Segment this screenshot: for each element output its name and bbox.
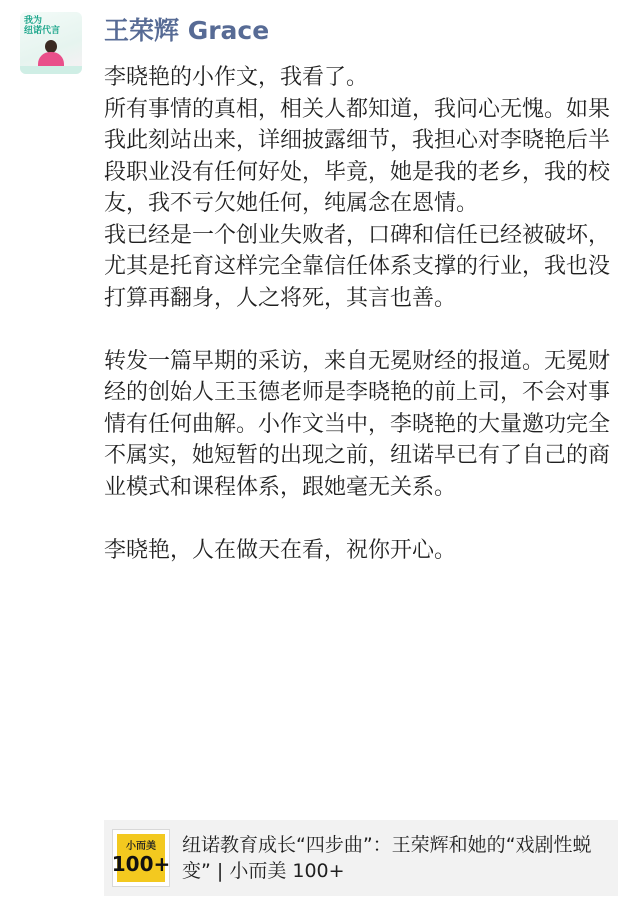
avatar-brand-text: 我为 纽诺代言 xyxy=(24,16,61,36)
post-blank-line xyxy=(104,314,624,346)
article-thumbnail xyxy=(112,829,170,887)
post-author-name[interactable]: 王荣辉 Grace xyxy=(104,16,270,45)
thumbnail-label: 小而美 xyxy=(126,841,156,852)
article-title: 纽诺教育成长“四步曲”：王荣辉和她的“戏剧性蜕变” | 小而美 100+ xyxy=(182,834,592,882)
post-paragraph: 李晓艳，人在做天在看，祝你开心。 xyxy=(104,537,457,563)
post-paragraph: 转发一篇早期的采访，来自无冕财经的报道。无冕财经的创始人王玉德老师是李晓艳的前上司，不会对事情有任何曲解。小作文当中，李晓艳的大量邀功完全不属实，她短暂的出现之前，纽诺早已有了自己的商业模式和课程体系，跟她毫无关系。 xyxy=(104,348,611,500)
post-paragraph: 李晓艳的小作文，我看了。 xyxy=(104,65,369,90)
thumbnail-number: 100+ xyxy=(111,852,171,876)
post-paragraph: 所有事情的真相，相关人都知道，我问心无愧。如果我此刻站出来，详细披露细节，我担心对李晓艳后半段职业没有任何好处，毕竟，她是我的老乡，我的校友，我不亏欠她任何，纯属念在恩情。 xyxy=(104,96,611,216)
avatar-base-stripe xyxy=(20,66,82,74)
article-thumbnail-badge xyxy=(111,834,171,882)
avatar[interactable] xyxy=(20,12,82,74)
post-body xyxy=(104,62,624,566)
post-blank-line xyxy=(104,503,624,535)
shared-article-card[interactable] xyxy=(104,820,618,896)
post-paragraph: 我已经是一个创业失败者，口碑和信任已经被破坏，尤其是托育这样完全靠信任体系支撑的行业，我也没打算再翻身，人之将死，其言也善。 xyxy=(104,222,611,311)
